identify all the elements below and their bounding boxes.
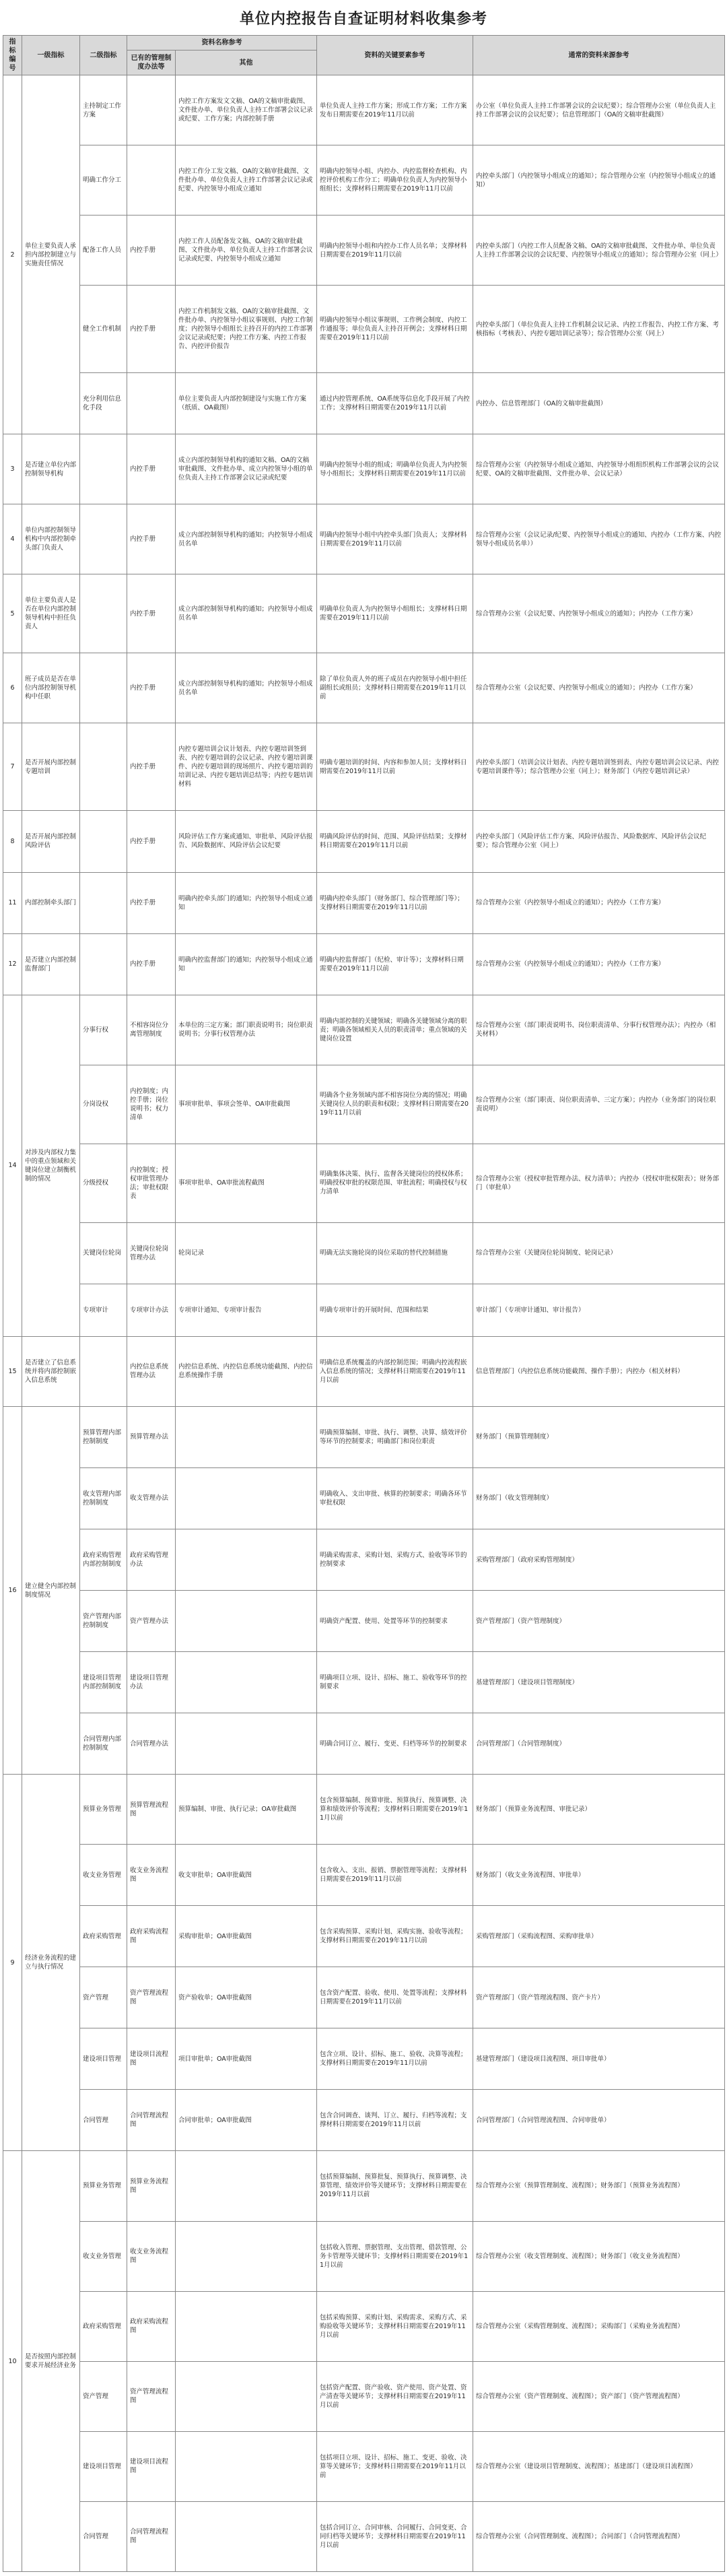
level2-indicator: 预算管理内部控制制度: [80, 1406, 127, 1467]
key-points: 明确内控领导小组和内控办工作人员名单；支撑材料日期需要在2019年11月以前: [317, 216, 473, 286]
evidence-table: [3, 35, 725, 2572]
level1-indicator: 内部控制牵头部门: [22, 872, 80, 933]
key-points: 明确内控监督部门（纪检、审计等）；支撑材料日期需要在2019年11月以前: [317, 933, 473, 995]
other-materials: 本单位的三定方案；部门职责说明书；岗位职责说明书；分事行权管理办法: [176, 995, 317, 1065]
key-points: 包括合同订立、合同审核、合同履行、合同变更、合同归档等关键环节；支撑材料日期需要在2019年11月以前: [317, 2501, 473, 2571]
other-materials: 收支审批单；OA审批截图: [176, 1845, 317, 1906]
existing-rules: 内控手册: [127, 434, 176, 504]
level2-indicator: 资产管理: [80, 2361, 127, 2431]
source-reference: 综合管理办公室（资产管理制度、流程图）；资产部门（资产管理流程图）: [473, 2361, 725, 2431]
key-points: 明确集体决策、执行、监督各关键岗位的授权体系；明确授权审批的权限范围、审批流程；明确授权与权力清单: [317, 1144, 473, 1222]
table-row: [3, 1336, 725, 1406]
existing-rules: 内控手册: [127, 504, 176, 574]
existing-rules: 内控信息系统管理办法: [127, 1336, 176, 1406]
source-reference: 基建管理部门（建设项目管理制度）: [473, 1652, 725, 1713]
source-reference: 基建管理部门（建设项目流程图、项目审批单）: [473, 2028, 725, 2090]
source-reference: 财务部门（收支管理制度）: [473, 1467, 725, 1529]
level2-indicator: 资产管理内部控制制度: [80, 1591, 127, 1652]
key-points: 包含资产配置、验收、使用、处置等流程；支撑材料日期需要在2019年11月以前: [317, 1967, 473, 2028]
level2-indicator: 明确工作分工: [80, 145, 127, 216]
col-header-other: 其他: [176, 51, 317, 75]
key-points: 包括资产配置、资产验收、资产使用、资产处置、资产清查等关键环节；支撑材料日期需要在2019年11月以前: [317, 2361, 473, 2431]
existing-rules: 内控手册: [127, 286, 176, 373]
table-row: [3, 1406, 725, 1467]
level2-indicator: 建设项目管理: [80, 2028, 127, 2090]
table-row: [3, 434, 725, 504]
source-reference: 合同管理部门（合同管理流程图、合同审批单）: [473, 2090, 725, 2151]
table-row: [3, 2361, 725, 2431]
key-points: 明确专项审计的开展时间、范围和结果: [317, 1284, 473, 1336]
existing-rules: 内控手册: [127, 574, 176, 653]
key-points: 明确内控领导小组的组成；明确单位负责人为内控领导小组组长；支撑材料日期需要在2019年11月以前: [317, 434, 473, 504]
table-row: [3, 2501, 725, 2571]
level2-indicator: 分级授权: [80, 1144, 127, 1222]
level2-indicator: 建设项目管理: [80, 2431, 127, 2501]
key-points: 包括收入管理、票据管理、支出管理、借款管理、公务卡管理等关键环节；支撑材料日期需要在2019年11月以前: [317, 2221, 473, 2291]
key-points: 包括预算编制、预算批复、预算执行、预算调整、决算管理、绩效评价等关键环节；支撑材料日期需要在2019年11月以前: [317, 2151, 473, 2221]
level2-indicator: [80, 933, 127, 995]
key-points: 明确预算编制、审批、执行、调整、决算、绩效评价等环节的控制要求；明确部门和岗位职责: [317, 1406, 473, 1467]
other-materials: [176, 1652, 317, 1713]
existing-rules: 资产管理办法: [127, 1591, 176, 1652]
existing-rules: 关键岗位轮岗管理办法: [127, 1222, 176, 1284]
existing-rules: 收支业务流程图: [127, 1845, 176, 1906]
table-row: [3, 872, 725, 933]
other-materials: [176, 1529, 317, 1590]
existing-rules: 资产管理流程图: [127, 2361, 176, 2431]
existing-rules: 合同管理流程图: [127, 2090, 176, 2151]
other-materials: 单位主要负责人内部控制建设与实施工作方案（纸质、OA截图）: [176, 373, 317, 434]
source-reference: 综合管理办公室（授权审批管理办法、权力清单）；内控办（授权审批权限表）；财务部门（审批单）: [473, 1144, 725, 1222]
existing-rules: [127, 75, 176, 145]
table-row: [3, 1591, 725, 1652]
existing-rules: 不相容岗位分离管理制度: [127, 995, 176, 1065]
other-materials: 事项审批单、OA审批流程截图: [176, 1144, 317, 1222]
existing-rules: 内控制度；授权审批管理办法；审批权限表: [127, 1144, 176, 1222]
table-row: [3, 995, 725, 1065]
indicator-index: 12: [3, 933, 22, 995]
source-reference: 采购管理部门（采购流程图、采购审批单）: [473, 1906, 725, 1967]
existing-rules: 资产管理流程图: [127, 1967, 176, 2028]
table-row: [3, 2431, 725, 2501]
source-reference: 综合管理办公室（内控领导小组成立的通知）；内控办（工作方案）: [473, 933, 725, 995]
header-row-1: [3, 36, 725, 51]
existing-rules: 内控手册: [127, 811, 176, 872]
level1-indicator: 是否建立单位内部控制领导机构: [22, 434, 80, 504]
key-points: 包含收入、支出、报销、票据管理等流程；支撑材料日期需要在2019年11月以前: [317, 1845, 473, 1906]
table-row: [3, 1967, 725, 2028]
indicator-index: 5: [3, 574, 22, 653]
source-reference: 综合管理办公室（会议纪要、内控领导小组成立的通知）；内控办（工作方案）: [473, 574, 725, 653]
key-points: 明确项目立项、设计、招标、施工、验收等环节的控制要求: [317, 1652, 473, 1713]
other-materials: 预算编制、审批、执行记录；OA审批截图: [176, 1775, 317, 1845]
table-row: [3, 2028, 725, 2090]
other-materials: [176, 2151, 317, 2221]
col-header-level1: 一级指标: [22, 36, 80, 75]
level1-indicator: 对涉及内部权力集中的重点领域和关键岗位建立制衡机制的情况: [22, 995, 80, 1336]
indicator-index: 16: [3, 1406, 22, 1774]
other-materials: [176, 1467, 317, 1529]
key-points: 明确采购需求、采购计划、采购方式、验收等环节的控制要求: [317, 1529, 473, 1590]
other-materials: 内控工作机制发文稿、OA的文稿审批截图、文件批办单、内控领导小组议事规则、内控工作制度；内控领导小组组长主持召开的内控工作部署会议记录或纪要；内控工作方案、内控工作报告、内控评价报告: [176, 286, 317, 373]
other-materials: 采购审批单；OA审批截图: [176, 1906, 317, 1967]
table-row: [3, 1065, 725, 1144]
other-materials: 专项审计通知、专项审计报告: [176, 1284, 317, 1336]
page-title: 单位内控报告自查证明材料收集参考: [239, 10, 487, 28]
level1-indicator: 是否开展内部控制专题培训: [22, 723, 80, 811]
level2-indicator: 政府采购管理内部控制制度: [80, 1529, 127, 1590]
other-materials: 内控工作分工发文稿、OA的文稿审批截图、文件批办单、单位负责人主持工作部署会议记录或纪要、内控领导小组成立通知: [176, 145, 317, 216]
level2-indicator: 合同管理: [80, 2501, 127, 2571]
key-points: 明确专题培训的时间、内容和参加人员；支撑材料日期需要在2019年11月以前: [317, 723, 473, 811]
level2-indicator: 建设项目管理内部控制制度: [80, 1652, 127, 1713]
source-reference: 采购管理部门（政府采购管理制度）: [473, 1529, 725, 1590]
level2-indicator: 健全工作机制: [80, 286, 127, 373]
level1-indicator: 单位内部控制领导机构中内部控制牵头部门负责人: [22, 504, 80, 574]
key-points: 明确内控领导小组议事规则、工作例会制度、内控工作通报等；单位负责人主持召开例会；支撑材料日期需要在2019年11月以前: [317, 286, 473, 373]
table-row: [3, 574, 725, 653]
table-row: [3, 1222, 725, 1284]
source-reference: 综合管理办公室（内控领导小组成立的通知）；内控办（工作方案）: [473, 872, 725, 933]
level2-indicator: [80, 574, 127, 653]
other-materials: [176, 1406, 317, 1467]
table-row: [3, 2221, 725, 2291]
key-points: 包含预算编制、预算审批、预算执行、预算调整、决算和绩效评价等流程；支撑材料日期需要在2019年11月以前: [317, 1775, 473, 1845]
source-reference: 综合管理办公室（关键岗位轮岗制度、轮岗记录）: [473, 1222, 725, 1284]
existing-rules: 收支管理办法: [127, 1467, 176, 1529]
level1-indicator: 是否建立内部控制监督部门: [22, 933, 80, 995]
existing-rules: 预算业务流程图: [127, 2151, 176, 2221]
level1-indicator: 单位主要负责人是否在单位内部控制领导机构中担任负责人: [22, 574, 80, 653]
indicator-index: 15: [3, 1336, 22, 1406]
other-materials: 内控工作方案发文文稿、OA的文稿审批截图、文件批办单、单位负责人主持工作部署会议记录或纪要、工作方案；内部控制手册: [176, 75, 317, 145]
other-materials: 明确内控牵头部门的通知；内控领导小组成立通知: [176, 872, 317, 933]
key-points: 除了单位负责人外的班子成员在内控领导小组中担任副组长或组员；支撑材料日期需要在2019年11月以前: [317, 653, 473, 723]
key-points: 包含采购预算、采购计划、采购实施、验收等流程；支撑材料日期需要在2019年11月以前: [317, 1906, 473, 1967]
indicator-index: 9: [3, 1775, 22, 2151]
source-reference: 综合管理办公室（预算管理制度、流程图）；财务部门（预算业务流程图）: [473, 2151, 725, 2221]
level2-indicator: 预算业务管理: [80, 1775, 127, 1845]
table-row: [3, 2151, 725, 2221]
level2-indicator: 充分利用信息化手段: [80, 373, 127, 434]
level2-indicator: [80, 504, 127, 574]
table-row: [3, 1652, 725, 1713]
table-row: [3, 1529, 725, 1590]
table-row: [3, 1775, 725, 1845]
table-row: [3, 1845, 725, 1906]
level2-indicator: 预算业务管理: [80, 2151, 127, 2221]
table-row: [3, 75, 725, 145]
col-header-doc-ref: 资料名称参考: [127, 36, 317, 51]
table-row: [3, 2291, 725, 2361]
source-reference: 综合管理办公室（会议纪要、内控领导小组成立的通知）；内控办（工作方案）: [473, 653, 725, 723]
existing-rules: 建设项目流程图: [127, 2431, 176, 2501]
level2-indicator: [80, 434, 127, 504]
level2-indicator: 政府采购管理: [80, 2291, 127, 2361]
col-header-sources: 通常的资料来源参考: [473, 36, 725, 75]
level2-indicator: [80, 653, 127, 723]
table-body: [3, 75, 725, 2572]
level2-indicator: 收支管理内部控制制度: [80, 1467, 127, 1529]
existing-rules: 专项审计办法: [127, 1284, 176, 1336]
existing-rules: 内控手册: [127, 723, 176, 811]
source-reference: 综合管理办公室（部门职责、岗位职责清单、三定方案）；内控办（业务部门的岗位职责说明）: [473, 1065, 725, 1144]
key-points: 明确无法实施轮岗的岗位采取的替代控制措施: [317, 1222, 473, 1284]
other-materials: [176, 2361, 317, 2431]
key-points: 明确内控牵头部门（财务部门、综合管理部门等）；支撑材料日期需要在2019年11月以前: [317, 872, 473, 933]
source-reference: 综合管理办公室（收支管理制度、流程图）；财务部门（收支业务流程图）: [473, 2221, 725, 2291]
existing-rules: 合同管理办法: [127, 1713, 176, 1775]
other-materials: 轮岗记录: [176, 1222, 317, 1284]
other-materials: 风险评估工作方案或通知、审批单、风险评估报告、风险数据库、风险评估会议纪要: [176, 811, 317, 872]
source-reference: 内控牵头部门（风险评估工作方案、风险评估报告、风险数据库、风险评估会议纪要）；综合管理办公室（同上）: [473, 811, 725, 872]
indicator-index: 8: [3, 811, 22, 872]
source-reference: 信息管理部门（内控信息系统功能截图、操作手册）；内控办（相关材料）: [473, 1336, 725, 1406]
source-reference: 综合管理办公室（合同管理制度、流程图）；合同部门（合同管理流程图）: [473, 2501, 725, 2571]
key-points: 明确各个业务领域内部不相容岗位分离的情况；明确关键岗位人员的职责和权限；支撑材料日期需要在2019年11月以前: [317, 1065, 473, 1144]
key-points: 明确内控领导小组、内控办、内控监督检查机构、内控评价机构工作分工；明确单位负责人为内控领导小组组长；支撑材料日期需要在2019年11月以前: [317, 145, 473, 216]
level2-indicator: [80, 872, 127, 933]
other-materials: 内控专题培训会议计划表、内控专题培训签到表、内控专题培训的会议记录、内控专题培训课件、内控专题培训的现场照片、内控专题培训的培训记录、内控专题培训总结等；内控专题培训材料: [176, 723, 317, 811]
table-row: [3, 286, 725, 373]
level2-indicator: 主持制定工作方案: [80, 75, 127, 145]
col-header-existing: 已有的管理制度办法等: [127, 51, 176, 75]
table-row: [3, 653, 725, 723]
table-row: [3, 1906, 725, 1967]
level1-indicator: 是否建立了信息系统并将内部控制嵌入信息系统: [22, 1336, 80, 1406]
level2-indicator: 分事行权: [80, 995, 127, 1065]
other-materials: [176, 1591, 317, 1652]
source-reference: 办公室（单位负责人主持工作部署会议的会议纪要）；综合管理办公室（单位负责人主持工作部署会议的会议纪要）；信息管理部门（OA的文稿审批截图）: [473, 75, 725, 145]
key-points: 明确信息系统覆盖的内部控制范围；明确内控流程嵌入信息系统的情况；支撑材料日期需要在2019年11月以前: [317, 1336, 473, 1406]
other-materials: [176, 2291, 317, 2361]
existing-rules: 合同管理流程图: [127, 2501, 176, 2571]
table-row: [3, 373, 725, 434]
level2-indicator: 合同管理内部控制制度: [80, 1713, 127, 1775]
level2-indicator: 合同管理: [80, 2090, 127, 2151]
table-row: [3, 504, 725, 574]
table-row: [3, 2090, 725, 2151]
other-materials: [176, 2221, 317, 2291]
key-points: 单位负责人主持工作方案；形成工作方案；工作方案发布日期需要在2019年11月以前: [317, 75, 473, 145]
source-reference: 财务部门（预算业务流程图、审批记录）: [473, 1775, 725, 1845]
existing-rules: 政府采购流程图: [127, 1906, 176, 1967]
col-header-index: 指标编号: [3, 36, 22, 75]
indicator-index: 2: [3, 75, 22, 434]
table-row: [3, 933, 725, 995]
indicator-index: 11: [3, 872, 22, 933]
key-points: 明确内控领导小组中内控牵头部门负责人；支撑材料日期需要在2019年11月以前: [317, 504, 473, 574]
existing-rules: 内控制度；内控手册；岗位说明书；权力清单: [127, 1065, 176, 1144]
level2-indicator: 配备工作人员: [80, 216, 127, 286]
other-materials: 明确内控监督部门的通知；内控领导小组成立通知: [176, 933, 317, 995]
level1-indicator: 班子成员是否在单位内部控制领导机构中任职: [22, 653, 80, 723]
table-row: [3, 1144, 725, 1222]
indicator-index: 10: [3, 2151, 22, 2571]
existing-rules: 建设项目管理办法: [127, 1652, 176, 1713]
source-reference: 综合管理办公室（采购管理制度、流程图）；采购部门（采购业务流程图）: [473, 2291, 725, 2361]
source-reference: 内控牵头部门（内控工作人员配备文稿、OA的文稿审批截图、文件批办单、单位负责人主持工作部署会议的会议纪要、内控领导小组成立的通知）；综合管理办公室（同上）: [473, 216, 725, 286]
other-materials: [176, 2431, 317, 2501]
other-materials: 内控信息系统、内控信息系统功能截图、内控信息系统操作手册: [176, 1336, 317, 1406]
source-reference: 合同管理部门（合同管理制度）: [473, 1713, 725, 1775]
source-reference: 综合管理办公室（会议记录/纪要、内控领导小组成立的通知、内控办（工作方案、内控领导小组成员名单））: [473, 504, 725, 574]
level1-indicator: 经济业务流程的建立与执行情况: [22, 1775, 80, 2151]
indicator-index: 7: [3, 723, 22, 811]
source-reference: 综合管理办公室（内控领导小组成立通知、内控领导小组组织机构工作部署会议的会议纪要、OA的文稿审批截图、文件批办单、会议记录）: [473, 434, 725, 504]
col-header-level2: 二级指标: [80, 36, 127, 75]
key-points: 明确收入、支出审批、核算的控制要求；明确各环节审批权限: [317, 1467, 473, 1529]
key-points: 明确内部控制的关键领域；明确各关键领域分离的职责；明确各领域相关人员的职责清单；重点领域的关键岗位设置: [317, 995, 473, 1065]
key-points: 明确合同订立、履行、变更、归档等环节的控制要求: [317, 1713, 473, 1775]
existing-rules: 内控手册: [127, 653, 176, 723]
other-materials: 内控工作人员配备发文稿、OA的文稿审批截图、文件批办单、单位负责人主持工作部署会议记录或纪要、内控领导小组成立通知: [176, 216, 317, 286]
key-points: 通过内控管理系统、OA系统等信息化手段开展了内控工作；支撑材料日期需要在2019年11月以前: [317, 373, 473, 434]
existing-rules: 内控手册: [127, 216, 176, 286]
existing-rules: 政府采购流程图: [127, 2291, 176, 2361]
key-points: 明确资产配置、使用、处置等环节的控制要求: [317, 1591, 473, 1652]
other-materials: 资产验收单；OA审批截图: [176, 1967, 317, 2028]
source-reference: 财务部门（收支业务流程图、审批单）: [473, 1845, 725, 1906]
source-reference: 综合管理办公室（部门职责说明书、岗位职责清单、分事行权管理办法）；内控办（相关材料）: [473, 995, 725, 1065]
level1-indicator: 是否按照内部控制要求开展经济业务: [22, 2151, 80, 2571]
indicator-index: 3: [3, 434, 22, 504]
other-materials: [176, 2501, 317, 2571]
source-reference: 内控牵头部门（内控领导小组成立的通知）；综合管理办公室（内控领导小组成立的通知）: [473, 145, 725, 216]
source-reference: 内控办、信息管理部门（OA的文稿审批截图）: [473, 373, 725, 434]
source-reference: 内控牵头部门（培训会议计划表、内控专题培训签到表、内控专题培训会议记录、内控专题培训课件等）；综合管理办公室（同上）；财务部门（内控专题培训记录）: [473, 723, 725, 811]
other-materials: 成立内部控制领导机构的通知；内控领导小组成员名单: [176, 653, 317, 723]
source-reference: 财务部门（预算管理制度）: [473, 1406, 725, 1467]
existing-rules: [127, 373, 176, 434]
table-row: [3, 1713, 725, 1775]
level1-indicator: 单位主要负责人承担内部控制建立与实施责任情况: [22, 75, 80, 434]
source-reference: 综合管理办公室（建设项目管理制度、流程图）；基建部门（建设项目流程图）: [473, 2431, 725, 2501]
existing-rules: 收支业务流程图: [127, 2221, 176, 2291]
other-materials: 项目审批单；OA审批截图: [176, 2028, 317, 2090]
other-materials: 成立内部控制领导机构的通知文稿、OA的文稿审批截图、文件批办单、成立内控领导小组的单位负责人主持工作部署会议记录或纪要: [176, 434, 317, 504]
level2-indicator: 收支业务管理: [80, 2221, 127, 2291]
level1-indicator: 是否开展内部控制风险评估: [22, 811, 80, 872]
level2-indicator: 分岗设权: [80, 1065, 127, 1144]
existing-rules: 内控手册: [127, 933, 176, 995]
level2-indicator: 专项审计: [80, 1284, 127, 1336]
key-points: 明确风险评估的时间、范围、风险评估结果；支撑材料日期需要在2019年11月以前: [317, 811, 473, 872]
source-reference: 内控牵头部门（单位负责人主持工作机制会议记录、内控工作报告、内控工作方案、考核指标（考核表）、内控专题培训记录等）；综合管理办公室（同上）: [473, 286, 725, 373]
existing-rules: 建设项目流程图: [127, 2028, 176, 2090]
table-row: [3, 216, 725, 286]
existing-rules: 预算管理流程图: [127, 1775, 176, 1845]
level2-indicator: 关键岗位轮岗: [80, 1222, 127, 1284]
indicator-index: 4: [3, 504, 22, 574]
other-materials: 成立内部控制领导机构的通知；内控领导小组成员名单: [176, 504, 317, 574]
existing-rules: 内控手册: [127, 872, 176, 933]
key-points: 包含立项、设计、招标、施工、验收、决算等流程；支撑材料日期需要在2019年11月以前: [317, 2028, 473, 2090]
source-reference: 审计部门（专项审计通知、审计报告）: [473, 1284, 725, 1336]
table-row: [3, 811, 725, 872]
key-points: 包括采购预算、采购计划、采购需求、采购方式、采购验收等关键环节；支撑材料日期需要在2019年11月以前: [317, 2291, 473, 2361]
indicator-index: 14: [3, 995, 22, 1336]
level1-indicator: 建立健全内部控制制度情况: [22, 1406, 80, 1774]
key-points: 包括项目立项、设计、招标、施工、变更、验收、决算等关键环节；支撑材料日期需要在2019年11月以前: [317, 2431, 473, 2501]
level2-indicator: [80, 811, 127, 872]
existing-rules: [127, 145, 176, 216]
other-materials: 成立内部控制领导机构的通知；内控领导小组成员名单: [176, 574, 317, 653]
level2-indicator: [80, 1336, 127, 1406]
table-row: [3, 1284, 725, 1336]
other-materials: 合同审批单；OA审批截图: [176, 2090, 317, 2151]
other-materials: [176, 1713, 317, 1775]
table-row: [3, 1467, 725, 1529]
existing-rules: 预算管理办法: [127, 1406, 176, 1467]
level2-indicator: 政府采购管理: [80, 1906, 127, 1967]
level2-indicator: 资产管理: [80, 1967, 127, 2028]
col-header-key-points: 资料的关键要素参考: [317, 36, 473, 75]
source-reference: 资产管理部门（资产管理制度）: [473, 1591, 725, 1652]
key-points: 包含合同调查、谈判、订立、履行、归档等流程；支撑材料日期需要在2019年11月以前: [317, 2090, 473, 2151]
other-materials: 事项审批单、事项会签单、OA审批截图: [176, 1065, 317, 1144]
source-reference: 资产管理部门（资产管理流程图、资产卡片）: [473, 1967, 725, 2028]
table-row: [3, 145, 725, 216]
key-points: 明确单位负责人为内控领导小组组长；支撑材料日期需要在2019年11月以前: [317, 574, 473, 653]
level2-indicator: 收支业务管理: [80, 1845, 127, 1906]
table-row: [3, 723, 725, 811]
existing-rules: 政府采购管理办法: [127, 1529, 176, 1590]
indicator-index: 6: [3, 653, 22, 723]
level2-indicator: [80, 723, 127, 811]
